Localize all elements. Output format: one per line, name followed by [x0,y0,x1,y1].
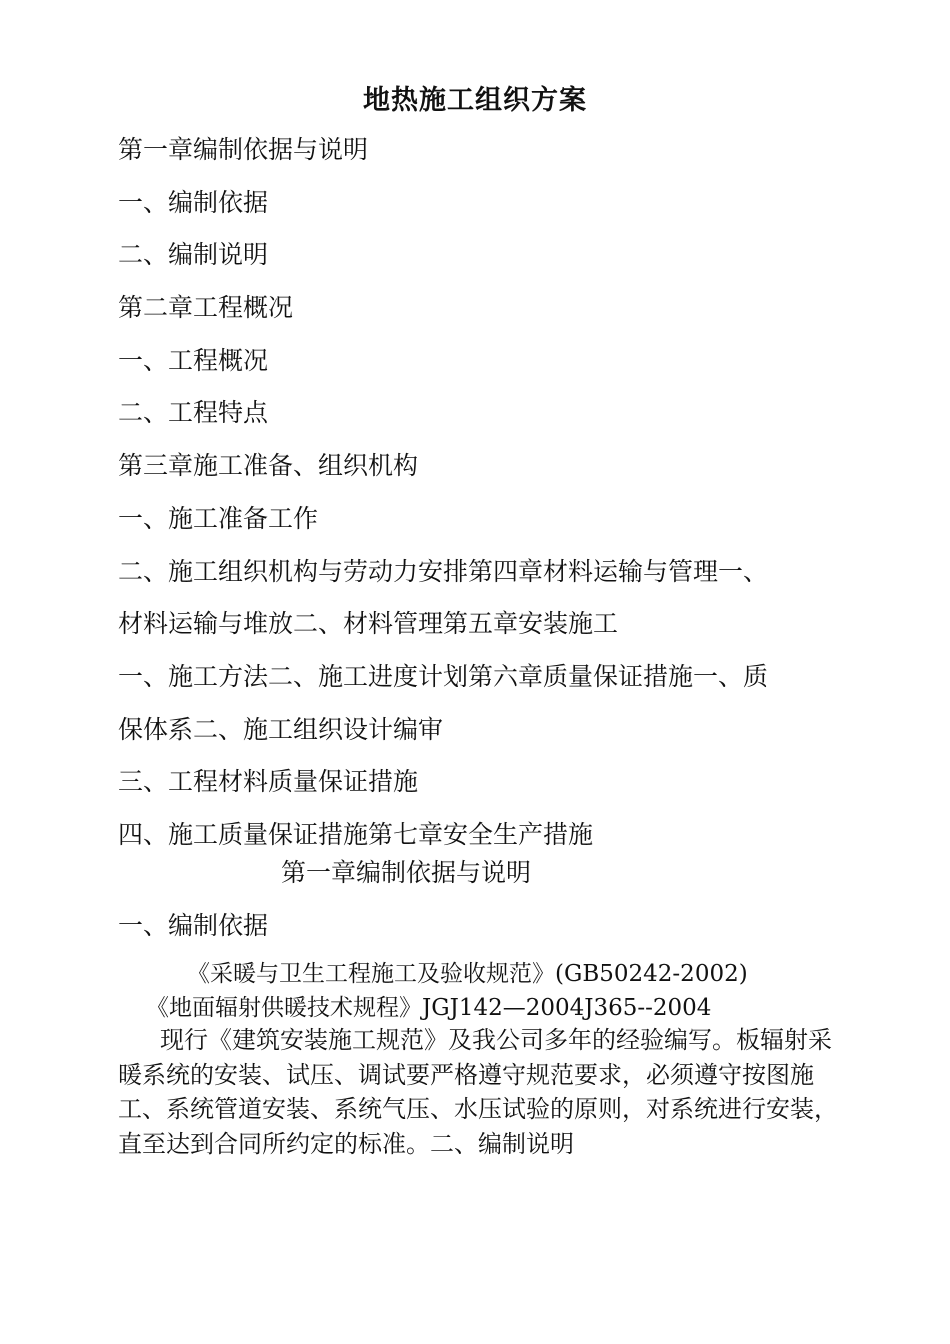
toc-line: 材料运输与堆放二、材料管理第五章安装施工 [118,609,619,639]
chapter-heading: 第一章编制依据与说明 [281,858,532,887]
toc-line: 一、工程概况 [118,345,269,375]
toc-line: 二、工程特点 [118,398,269,428]
toc-line: 第一章编制依据与说明 [118,135,369,164]
toc-line: 第二章工程概况 [118,293,294,323]
toc-line: 一、编制依据 [118,187,269,217]
toc-line: 四、施工质量保证措施第七章安全生产措施 [118,819,594,849]
toc-line: 一、施工方法二、施工进度计划第六章质量保证措施一、质 [118,661,769,691]
toc-line: 第三章施工准备、组织机构 [118,451,419,481]
toc-line: 三、工程材料质量保证措施 [118,767,419,797]
page-title: 地热施工组织方案 [363,85,587,116]
toc-line: 二、施工组织机构与劳动力安排第四章材料运输与管理一、 [118,556,769,586]
body-paragraph: 现行《建筑安装施工规范》及我公司多年的经验编写。板辐射采暖系统的安装、试压、调试要严格遵守规范要求，必须遵守按图施工、系统管道安装、系统气压、水压试验的原则，对系统进行安装，直至达到合同所约定的标准。二、编制说明 [118,1026,838,1158]
toc-line: 一、施工准备工作 [118,503,319,533]
reference-line: 《地面辐射供暖技术规程》JGJ142—2004J365--2004 [146,995,712,1021]
toc-line: 保体系二、施工组织设计编审 [118,714,444,744]
toc-line: 二、编制说明 [118,240,269,270]
reference-line: 《采暖与卫生工程施工及验收规范》(GB50242-2002) [187,961,748,987]
table-of-contents [118,130,838,868]
section-heading: 一、编制依据 [118,911,269,940]
